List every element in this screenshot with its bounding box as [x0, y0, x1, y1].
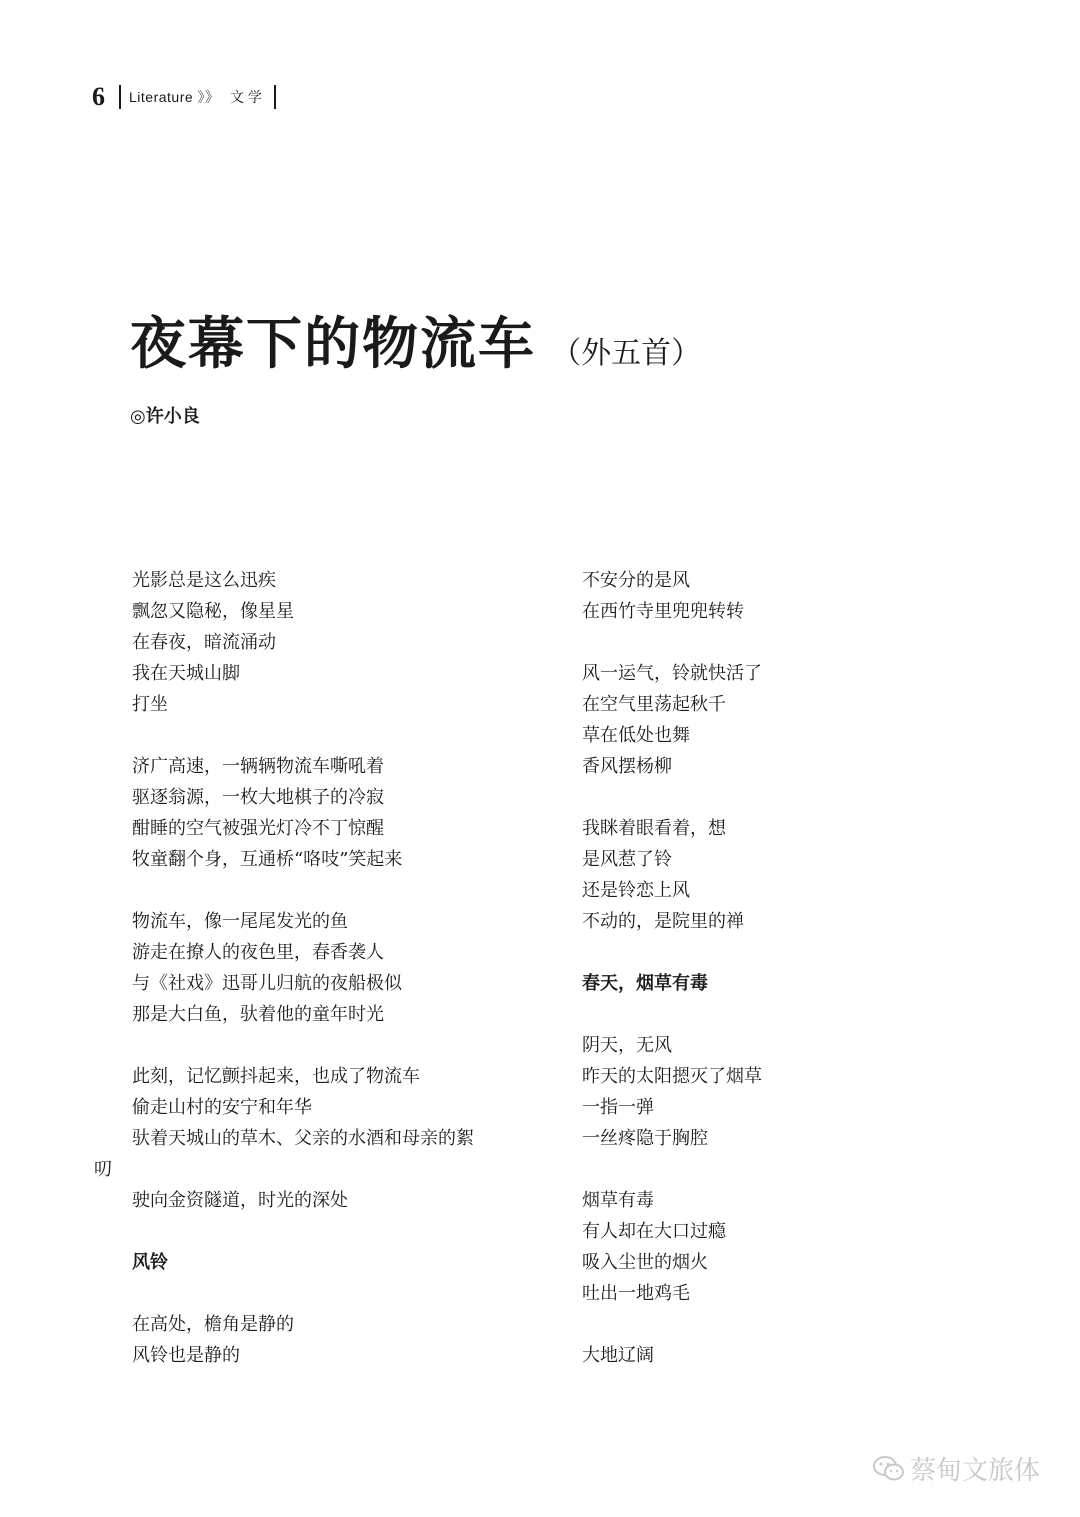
text-line	[132, 1278, 512, 1309]
header-divider-left	[119, 85, 121, 109]
text-line: 济广高速，一辆辆物流车嘶吼着	[132, 756, 384, 777]
poem-subtitle: （外五首）	[551, 336, 702, 371]
text-line	[582, 1154, 982, 1185]
text-line	[582, 999, 982, 1030]
text-line: 我眯着眼看着，想	[582, 818, 726, 839]
text-line: 风铃也是静的	[132, 1345, 240, 1366]
author-name: ◎许小良	[130, 406, 200, 427]
text-line: 牧童翻个身，互通桥“咯吱”笑起来	[132, 849, 403, 870]
text-line: 烟草有毒	[582, 1190, 654, 1211]
text-line	[132, 1030, 512, 1061]
section-label	[129, 87, 266, 107]
text-line: 驮着天城山的草木、父亲的水酒和母亲的絮	[132, 1128, 474, 1149]
text-line: 在空气里荡起秋千	[582, 694, 726, 715]
text-line: 偷走山村的安宁和年华	[132, 1097, 312, 1118]
header-divider-right	[274, 85, 276, 109]
right-text-column	[582, 565, 982, 1371]
text-line: 还是铃恋上风	[582, 880, 690, 901]
text-line: 此刻，记忆颤抖起来，也成了物流车	[132, 1066, 420, 1087]
text-line: 那是大白鱼，驮着他的童年时光	[132, 1004, 384, 1025]
text-line: 吸入尘世的烟火	[582, 1252, 708, 1273]
text-line: 不动的，是院里的禅	[582, 911, 744, 932]
text-line: 酣睡的空气被强光灯冷不丁惊醒	[132, 818, 384, 839]
watermark-text: 蔡甸文旅体	[910, 1456, 1041, 1486]
text-line: 物流车，像一尾尾发光的鱼	[132, 911, 348, 932]
text-line: 打坐	[132, 694, 168, 715]
left-text-column	[94, 565, 512, 1371]
text-line: 驱逐翁源，一枚大地棋子的冷寂	[132, 787, 384, 808]
text-line	[582, 937, 982, 968]
page-number: 6	[92, 82, 105, 111]
section-arrow: 》》	[197, 89, 220, 105]
text-line: 驶向金资隧道，时光的深处	[132, 1190, 348, 1211]
text-line: 在西竹寺里兜兜转转	[582, 601, 744, 622]
text-line: 不安分的是风	[582, 570, 690, 591]
section-label-zh: 文学	[229, 89, 266, 105]
text-line: 阴天，无风	[582, 1035, 672, 1056]
text-line	[582, 1309, 982, 1340]
text-line: 飘忽又隐秘，像星星	[132, 601, 294, 622]
text-line: 叨	[94, 1159, 112, 1180]
poem-title: 夜幕下的物流车	[130, 311, 536, 377]
text-line: 大地辽阔	[582, 1345, 654, 1366]
text-line: 在春夜，暗流涌动	[132, 632, 276, 653]
watermark	[872, 1450, 1040, 1487]
text-line	[132, 875, 512, 906]
text-line: 香风摆杨柳	[582, 756, 672, 777]
text-line: 一指一弹	[582, 1097, 654, 1118]
text-line: 游走在撩人的夜色里，春香袭人	[132, 942, 384, 963]
text-line: 风一运气，铃就快活了	[582, 663, 762, 684]
section-heading: 风铃	[132, 1252, 168, 1273]
text-line: 一丝疼隐于胸腔	[582, 1128, 708, 1149]
text-line: 草在低处也舞	[582, 725, 690, 746]
text-line: 昨天的太阳摁灭了烟草	[582, 1066, 762, 1087]
text-line: 光影总是这么迅疾	[132, 570, 276, 591]
section-heading: 春天，烟草有毒	[582, 973, 708, 994]
section-label-en: Literature	[129, 89, 194, 105]
text-line: 我在天城山脚	[132, 663, 240, 684]
text-line: 与《社戏》迅哥儿归航的夜船极似	[132, 973, 402, 994]
text-line: 有人却在大口过瘾	[582, 1221, 726, 1242]
text-line	[582, 782, 982, 813]
title-block	[130, 300, 701, 380]
text-line: 在高处，檐角是静的	[132, 1314, 294, 1335]
text-line	[132, 720, 512, 751]
text-line: 吐出一地鸡毛	[582, 1283, 690, 1304]
text-line	[582, 627, 982, 658]
text-line: 是风惹了铃	[582, 849, 672, 870]
page-header	[92, 82, 276, 112]
text-line	[132, 1216, 512, 1247]
wechat-icon	[872, 1454, 906, 1484]
